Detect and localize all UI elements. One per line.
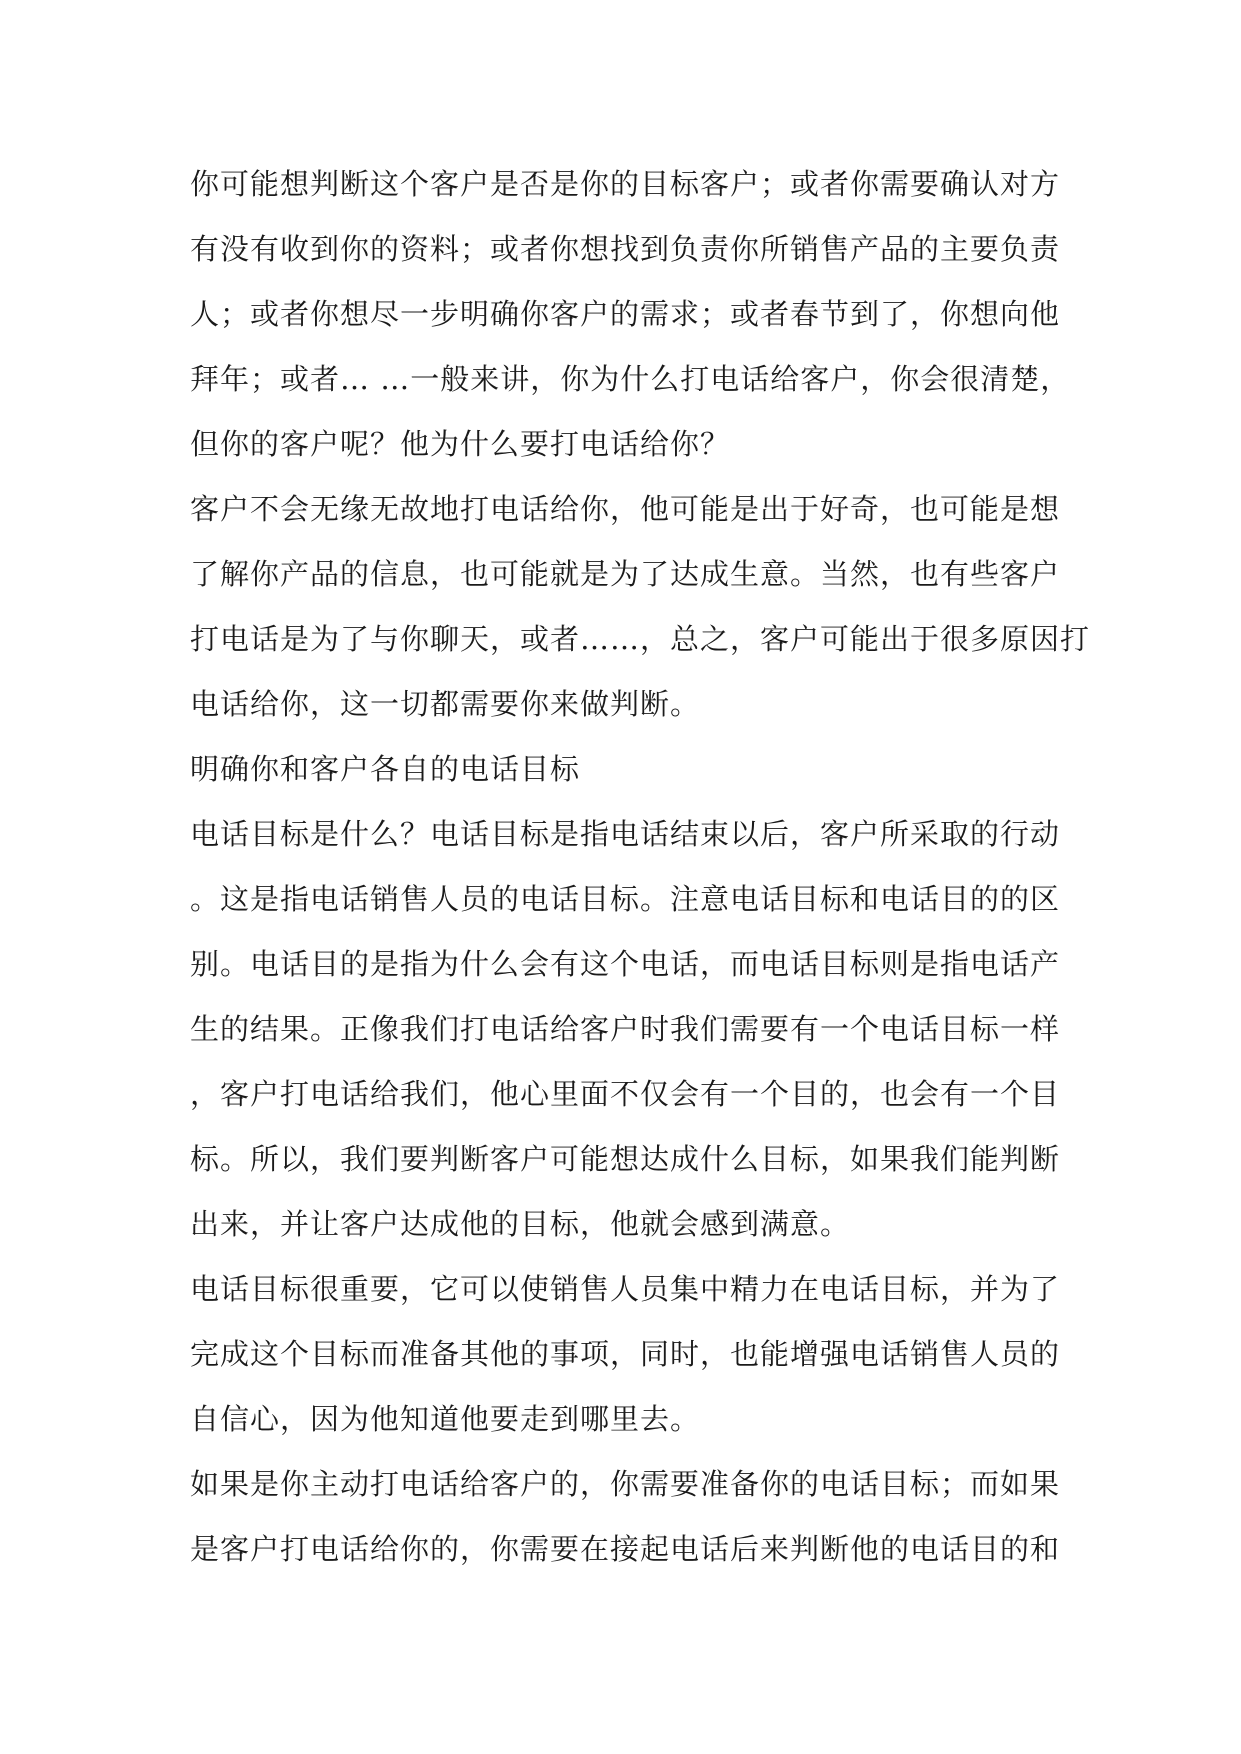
text-line: 电话目标很重要，它可以使销售人员集中精力在电话目标，并为了 xyxy=(190,1272,1061,1306)
section-heading: 明确你和客户各自的电话目标 xyxy=(190,752,581,786)
text-line: 别。电话目的是指为什么会有这个电话，而电话目标则是指电话产 xyxy=(190,947,1061,981)
text-line: 有没有收到你的资料；或者你想找到负责你所销售产品的主要负责 xyxy=(190,232,1061,266)
text-line: 人；或者你想尽一步明确你客户的需求；或者春节到了，你想向他 xyxy=(190,297,1061,331)
text-line: 电话目标是什么？电话目标是指电话结束以后，客户所采取的行动 xyxy=(190,817,1061,851)
text-line: 如果是你主动打电话给客户的，你需要准备你的电话目标；而如果 xyxy=(190,1467,1061,1501)
text-line: 出来，并让客户达成他的目标，他就会感到满意。 xyxy=(190,1207,851,1241)
document-body xyxy=(190,152,1091,1582)
text-line: 客户不会无缘无故地打电话给你，他可能是出于好奇，也可能是想 xyxy=(190,492,1061,526)
text-line: 完成这个目标而准备其他的事项，同时，也能增强电话销售人员的 xyxy=(190,1337,1061,1371)
text-line: 是客户打电话给你的，你需要在接起电话后来判断他的电话目的和 xyxy=(190,1532,1061,1566)
text-line: 了解你产品的信息，也可能就是为了达成生意。当然，也有些客户 xyxy=(190,557,1061,591)
text-line: 但你的客户呢？他为什么要打电话给你？ xyxy=(190,427,731,461)
text-line: ，客户打电话给我们，他心里面不仅会有一个目的，也会有一个目 xyxy=(190,1077,1061,1111)
text-line: 。这是指电话销售人员的电话目标。注意电话目标和电话目的的区 xyxy=(190,882,1061,916)
text-line: 自信心，因为他知道他要走到哪里去。 xyxy=(190,1402,701,1436)
text-line: 打电话是为了与你聊天，或者……，总之，客户可能出于很多原因打 xyxy=(190,622,1091,656)
text-line: 生的结果。正像我们打电话给客户时我们需要有一个电话目标一样 xyxy=(190,1012,1061,1046)
text-line: 标。所以，我们要判断客户可能想达成什么目标，如果我们能判断 xyxy=(190,1142,1061,1176)
text-line: 电话给你，这一切都需要你来做判断。 xyxy=(190,687,701,721)
text-line: 你可能想判断这个客户是否是你的目标客户；或者你需要确认对方 xyxy=(190,167,1061,201)
text-line: 拜年；或者… …一般来讲，你为什么打电话给客户，你会很清楚， xyxy=(190,362,1071,396)
